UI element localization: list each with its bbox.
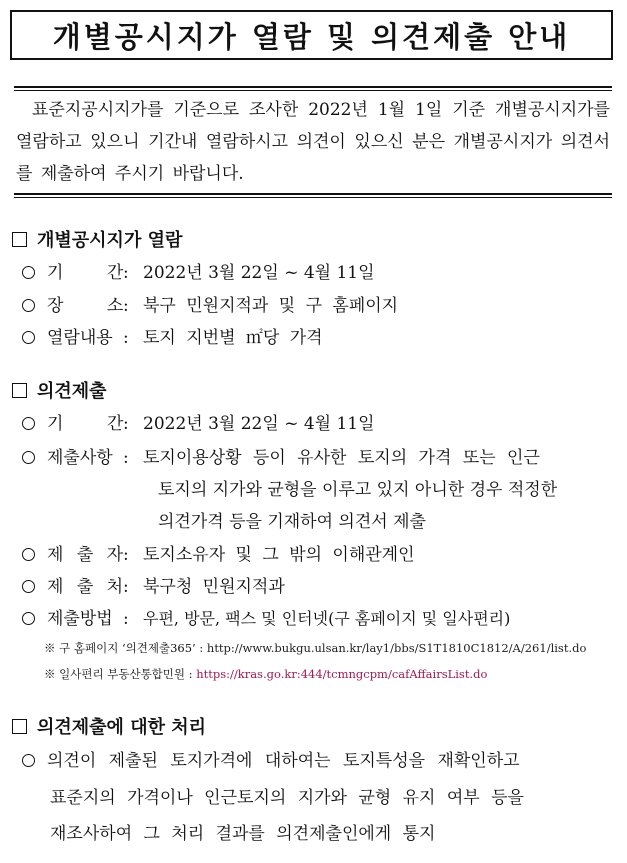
intro-text: 표준지공시지가를 기준으로 조사한 2022년 1월 1일 기준 개별공시지가를 열람하고 있으니 기간내 열람하시고 의견이 있으신 분은 개별공시지가 의견서를 제출하여 주시기 바랍니다. bbox=[16, 100, 610, 184]
checkbox-icon bbox=[12, 719, 27, 734]
page-title: 개별공시지가 열람 및 의견제출 안내 bbox=[52, 19, 571, 54]
submitter-row: 제 출 자 : 토지소유자 및 그 밖의 이해관계인 bbox=[22, 540, 415, 565]
viewing-content-row: 열람내용 : 토지 지번별 ㎡당 가격 bbox=[22, 323, 323, 348]
circle-bullet-icon bbox=[22, 612, 35, 625]
method-value: 우편, 방문, 팩스 및 인터넷(구 홈페이지 및 일사편리) bbox=[143, 609, 511, 628]
submission-period-value: 2022년 3월 22일 ~ 4월 11일 bbox=[143, 414, 375, 434]
section-viewing-heading: 개별공시지가 열람 bbox=[12, 226, 182, 252]
viewing-place-value: 북구 민원지적과 및 구 홈페이지 bbox=[143, 296, 399, 316]
destination-label: 제 출 처 bbox=[47, 577, 124, 597]
ilsa-link[interactable]: https://kras.go.kr:444/tcmngcpm/cafAffairsList.do bbox=[196, 667, 488, 681]
homepage-link[interactable]: http://www.bukgu.ulsan.kr/lay1/bbs/S1T1810C1812/A/261/list.do bbox=[206, 641, 587, 655]
submission-period-row: 기 간 : 2022년 3월 22일 ~ 4월 11일 bbox=[22, 409, 375, 434]
handling-line-1: 의견이 제출된 토지가격에 대하여는 토지특성을 재확인하고 bbox=[47, 751, 520, 771]
viewing-period-value: 2022년 3월 22일 ~ 4월 11일 bbox=[143, 263, 375, 283]
note-homepage-text: 구 홈페이지 ‘의견제출365’ : bbox=[59, 641, 207, 655]
handling-line-2: 표준지의 가격이나 인근토지의 지가와 균형 유지 여부 등을 bbox=[50, 788, 524, 808]
submission-matters-row: 제출사항 : 토지이용상황 등이 유사한 토지의 가격 또는 인근 bbox=[22, 443, 540, 468]
submitter-value: 토지소유자 및 그 밖의 이해관계인 bbox=[143, 545, 415, 565]
checkbox-icon bbox=[12, 383, 27, 398]
viewing-place-label: 장 소 bbox=[47, 296, 124, 316]
circle-bullet-icon bbox=[22, 331, 35, 344]
note-ilsa bbox=[44, 666, 487, 682]
handling-line-3: 재조사하여 그 처리 결과를 의견제출인에게 통지 bbox=[50, 824, 436, 844]
method-row: 제출방법 : 우편, 방문, 팩스 및 인터넷(구 홈페이지 및 일사편리) bbox=[22, 604, 510, 629]
circle-bullet-icon bbox=[22, 266, 35, 279]
note-mark: ※ bbox=[44, 641, 56, 655]
circle-bullet-icon bbox=[22, 451, 35, 464]
viewing-period-row: 기 간 : 2022년 3월 22일 ~ 4월 11일 bbox=[22, 258, 375, 283]
circle-bullet-icon bbox=[22, 580, 35, 593]
section-submission-heading: 의견제출 bbox=[12, 377, 107, 403]
handling-row bbox=[22, 746, 520, 771]
note-ilsa-text: 일사편리 부동산통합민원 : bbox=[59, 667, 197, 681]
checkbox-icon bbox=[12, 232, 27, 247]
submission-matters-line-3: 의견가격 등을 기재하여 의견서 제출 bbox=[158, 512, 426, 532]
intro-block bbox=[14, 86, 612, 198]
submission-matters-line-2: 토지의 지가와 균형을 이루고 있지 아니한 경우 적정한 bbox=[158, 480, 558, 500]
circle-bullet-icon bbox=[22, 417, 35, 430]
submission-period-label: 기 간 bbox=[47, 414, 124, 434]
submission-matters-label: 제출사항 bbox=[47, 448, 113, 468]
circle-bullet-icon bbox=[22, 754, 35, 767]
destination-row: 제 출 처 : 북구청 민원지적과 bbox=[22, 572, 285, 597]
title-box bbox=[10, 10, 613, 60]
submitter-label: 제 출 자 bbox=[47, 545, 124, 565]
intro-bottom-rule bbox=[14, 193, 612, 198]
note-homepage bbox=[44, 640, 586, 656]
circle-bullet-icon bbox=[22, 299, 35, 312]
destination-value: 북구청 민원지적과 bbox=[143, 577, 285, 597]
submission-matters-line-1: 토지이용상황 등이 유사한 토지의 가격 또는 인근 bbox=[143, 448, 540, 468]
note-mark: ※ bbox=[44, 667, 56, 681]
section-handling-heading: 의견제출에 대한 처리 bbox=[12, 713, 206, 739]
circle-bullet-icon bbox=[22, 548, 35, 561]
method-label: 제출방법 bbox=[47, 609, 113, 629]
viewing-content-label: 열람내용 bbox=[47, 328, 113, 348]
viewing-period-label: 기 간 bbox=[47, 263, 124, 283]
viewing-content-value: 토지 지번별 ㎡당 가격 bbox=[143, 328, 323, 348]
viewing-place-row: 장 소 : 북구 민원지적과 및 구 홈페이지 bbox=[22, 291, 398, 316]
